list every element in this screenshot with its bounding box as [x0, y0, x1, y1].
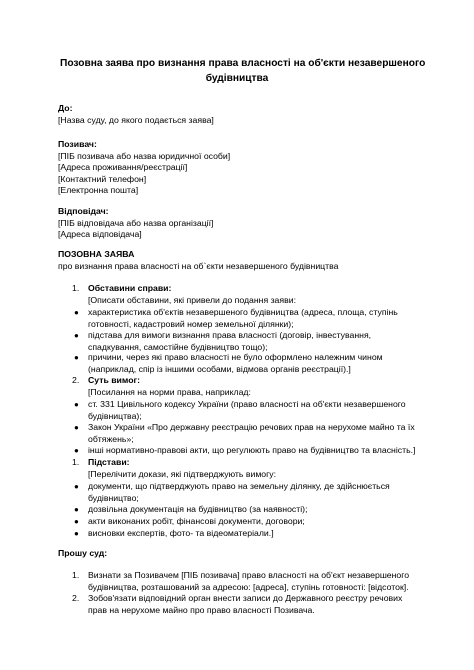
- list-item: [88, 528, 428, 540]
- list-item: [88, 352, 428, 375]
- list-item-line: дозвільна документація на будівництво (за наявності);: [88, 504, 308, 514]
- list-item: [88, 481, 428, 504]
- request-line: прав на нерухоме майно про право власності Позивача.: [88, 604, 315, 615]
- list-item-line: (наприклад, спір із іншими особами, відмова органів реєстрації).]: [88, 363, 351, 374]
- court-name: [Назва суду, до якого подається заява]: [58, 114, 214, 125]
- claim-heading: ПОЗОВНА ЗАЯВА: [58, 249, 135, 259]
- bullet-icon: ●: [74, 353, 79, 362]
- title-line-2: будівництва: [205, 73, 269, 84]
- plaintiff-block: [58, 139, 428, 197]
- plaintiff-phone: [Контактний телефон]: [58, 173, 147, 184]
- bullet-icon: ●: [74, 308, 79, 317]
- list-item-line: інші нормативно-правові акти, що регулюють право на будівництво та власність.]: [88, 445, 416, 455]
- section-title: Суть вимог:: [88, 375, 141, 385]
- section-title: Обставини справи:: [88, 283, 172, 293]
- request-text: [88, 593, 428, 616]
- list-item-line: ст. 331 Цивільного кодексу України (право власності на об'єкти незавершеного: [88, 399, 406, 409]
- section-intro: [Посилання на норми права, наприклад:: [88, 387, 251, 397]
- list-item-line: будівництва);: [88, 410, 142, 421]
- plaintiff-email: [Електронна пошта]: [58, 185, 139, 195]
- list-item: [88, 399, 428, 422]
- section-number: 1.: [72, 283, 80, 293]
- defendant-address: [Адреса відповідача]: [58, 229, 142, 239]
- to-block: [58, 103, 428, 126]
- bullet-icon: ●: [74, 517, 79, 526]
- section-number: 1.: [72, 457, 80, 467]
- to-heading: До:: [58, 103, 73, 113]
- claim-subheading: про визнання права власності на об`єкти незавершеного будівництва: [58, 260, 339, 271]
- plaintiff-name: [ПІБ позивача або назва юридичної особи]: [58, 150, 231, 161]
- request-heading: Прошу суд:: [58, 548, 108, 558]
- bullet-icon: ●: [74, 331, 79, 340]
- request-number: 1.: [72, 570, 80, 580]
- list-item: [88, 330, 428, 353]
- list-item-line: спадкування, самостійне будівництво тощо);: [88, 341, 268, 352]
- request-line: Визнати за Позивачем [ПІБ позивача] право власності на об'єкт незавершеного: [88, 570, 410, 580]
- list-item-line: документи, що підтверджують право на земельну ділянку, де здійснюється: [88, 481, 390, 491]
- defendant-heading: Відповідач:: [58, 206, 109, 216]
- request-block: [58, 548, 428, 560]
- defendant-block: [58, 206, 428, 241]
- request-line: Зобов'язати відповідний орган внести записи до Державного реєстру речових: [88, 593, 403, 603]
- request-text: [88, 570, 428, 593]
- list-item-line: висновки експертів, фото- та відеоматеріали.]: [88, 528, 274, 538]
- list-item-line: характеристика об'єктів незавершеного будівництва (адреса, площа, ступінь: [88, 307, 398, 317]
- document-title: [60, 56, 426, 86]
- section-title: Підстави:: [88, 457, 130, 467]
- bullet-icon: ●: [74, 482, 79, 491]
- bullet-icon: ●: [74, 400, 79, 409]
- plaintiff-address: [Адреса проживання/реєстрації]: [58, 162, 188, 172]
- section-intro: [Перелічити докази, які підтверджують вимогу:: [88, 469, 277, 479]
- request-number: 2.: [72, 593, 80, 603]
- request-line: будівництва, розташований за адресою: [адреса], ступінь готовності: [відсоток].: [88, 581, 409, 592]
- claim-block: [58, 249, 428, 272]
- title-line-1: Позовна заява про визнання права власності на об'єкти незавершеного: [60, 58, 426, 69]
- list-item: [88, 422, 428, 445]
- list-item-line: підстава для вимоги визнання права власності (договір, інвестування,: [88, 330, 372, 340]
- list-item-line: будівництво;: [88, 492, 139, 503]
- list-item-line: обтяжень»;: [88, 433, 134, 444]
- list-item: [88, 504, 428, 516]
- list-item-line: акти виконаних робіт, фінансові документи, договори;: [88, 516, 305, 526]
- list-item: [88, 307, 428, 330]
- defendant-name: [ПІБ відповідача або назва організації]: [58, 217, 214, 228]
- bullet-icon: ●: [74, 505, 79, 514]
- bullet-icon: ●: [74, 529, 79, 538]
- bullet-icon: ●: [74, 423, 79, 432]
- list-item-line: причини, через які право власності не було оформлено належним чином: [88, 352, 383, 362]
- section-number: 2.: [72, 375, 80, 385]
- section-intro: [Описати обставини, які привели до подання заяви:: [88, 295, 296, 305]
- list-item: [88, 516, 428, 528]
- plaintiff-heading: Позивач:: [58, 139, 97, 149]
- list-item-line: готовності, кадастровий номер земельної ділянки);: [88, 318, 294, 329]
- list-item: [88, 445, 428, 457]
- list-item-line: Закон України «Про державну реєстрацію речових прав на нерухоме майно та їх: [88, 422, 415, 432]
- bullet-icon: ●: [74, 446, 79, 455]
